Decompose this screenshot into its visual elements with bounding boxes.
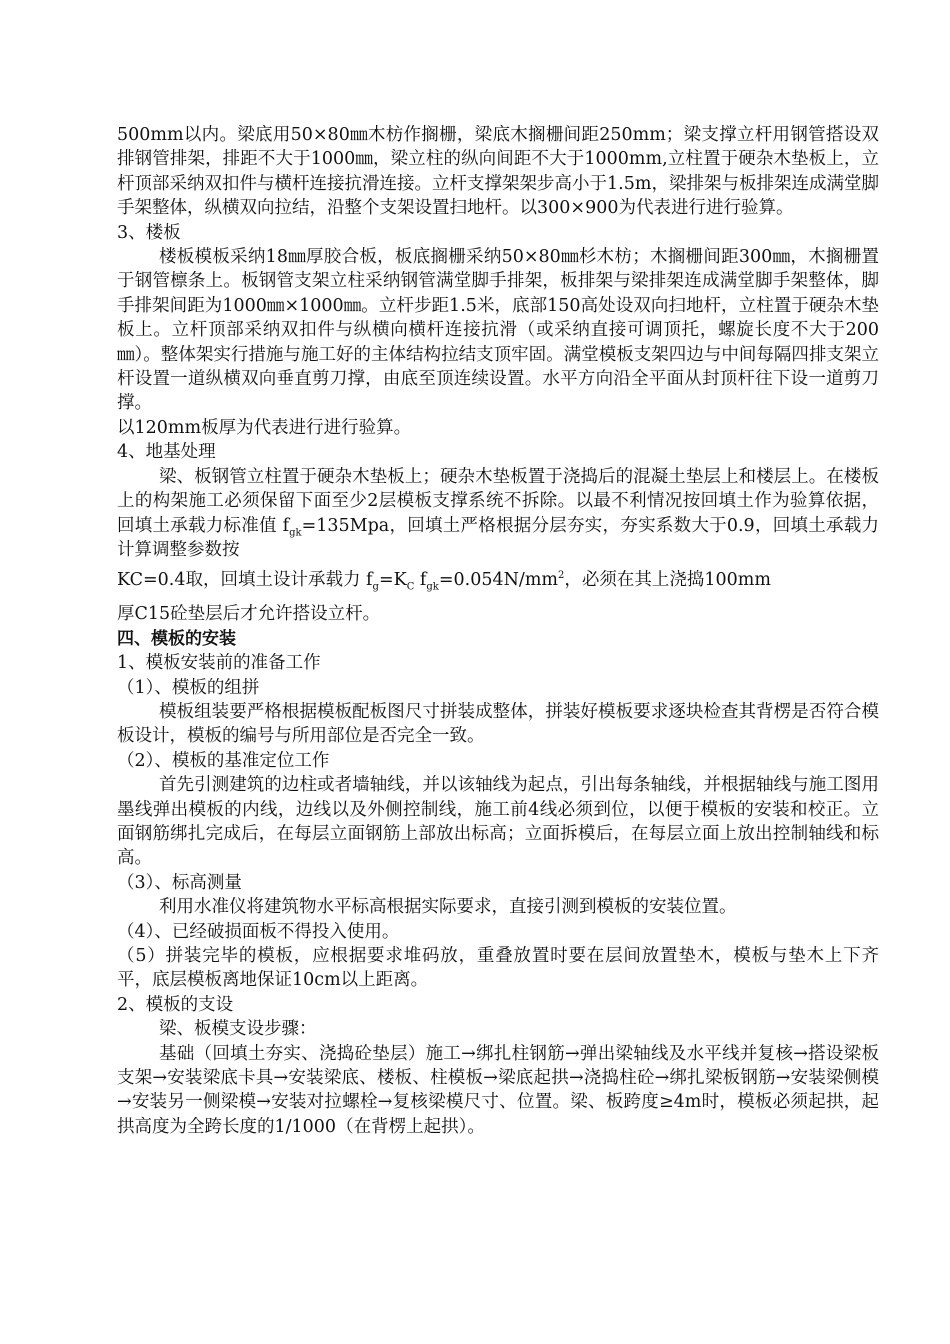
- paragraph-support-steps: 基础（回填土夯实、浇捣砼垫层）施工→绑扎柱钢筋→弹出梁轴线及水平线并复核→搭设梁板支架→安装梁底卡具→安装梁底、楼板、柱模板→梁底起拱→浇捣柱砼→绑扎梁板钢筋→安装梁侧模→安装另一侧梁模→安装对拉螺栓→复核梁模尺寸、位置。梁、板跨度≥4m时，模板必须起拱，起拱高度为全跨长度的1/1000（在背楞上起拱）。: [117, 1043, 879, 1137]
- subscript-gk: gk: [289, 527, 302, 538]
- heading-formwork-support: 2、模板的支设: [117, 994, 234, 1015]
- heading-floor-slab: 3、楼板: [117, 222, 181, 243]
- subscript-gk-2: gk: [426, 581, 439, 593]
- foundation-text-tail: =135Mpa，回填土严格根据分层夯实，夯实系数大于0.9，回填土承载力计算调整参数按: [117, 515, 879, 560]
- section-heading-formwork-install: 四、模板的安装: [117, 628, 236, 649]
- paragraph-damaged-panels: （4）、已经破损面板不得投入使用。: [117, 921, 400, 942]
- heading-preparation: 1、模板安装前的准备工作: [117, 653, 321, 674]
- paragraph-c15-cushion: 厚C15砼垫层后才允许搭设立杆。: [117, 604, 381, 625]
- subscript-c: C: [406, 581, 415, 593]
- bearing-text-e: ，必须在其上浇捣100mm: [564, 570, 771, 591]
- subscript-g: g: [372, 581, 379, 593]
- paragraph-bearing-capacity: [117, 558, 879, 602]
- subheading-assembly: （1）、模板的组拼: [117, 677, 260, 698]
- heading-foundation: 4、地基处理: [117, 442, 216, 463]
- bearing-text-c: f: [414, 570, 427, 591]
- paragraph-support-steps-title: 梁、板模支设步骤：: [159, 1019, 317, 1040]
- paragraph-floor-slab: 楼板模板采纳18㎜厚胶合板，板底搁栅采纳50×80㎜杉木枋；木搁栅间距300㎜，木搁栅置于钢管檩条上。板钢管支架立柱采纳钢管满堂脚手排架，板排架与梁排架连成满堂脚手架整体，脚手排架间距为1000㎜×1000㎜。立杆步距1.5米，底部150高处设双向扫地杆，立柱置于硬杂木垫板上。立杆顶部采纳双扣件与纵横向横杆连接抗滑（或采纳直接可调顶托，螺旋长度不大于200㎜）。整体架实行措施与施工好的主体结构拉结支顶牢固。满堂模板支架四边与中间每隔四排支架立杆设置一道纵横双向垂直剪刀撑，由底至顶连续设置。水平方向沿全平面从封顶杆往下设一道剪刀撑。: [117, 247, 879, 414]
- bearing-text-d: =0.054N/mm: [438, 570, 559, 591]
- superscript-2: 2: [558, 570, 565, 582]
- paragraph-positioning: 首先引测建筑的边柱或者墙轴线，并以该轴线为起点，引出每条轴线，并根据轴线与施工图用墨线弹出模板的内线，边线以及外侧控制线，施工前4线必须到位，以便于模板的安装和校正。立面钢筋绑扎完成后，在每层立面钢筋上部放出标高；立面拆模后，在每层立面上放出控制轴线和标高。: [117, 775, 879, 869]
- paragraph-stacking: （5）拼装完毕的模板，应根据要求堆码放，重叠放置时要在层间放置垫木，模板与垫木上下齐平，底层模板离地保证10cm以上距离。: [117, 946, 879, 991]
- paragraph-beam-support: 500mm以内。梁底用50×80㎜木枋作搁栅，梁底木搁栅间距250mm；梁支撑立杆用钢管搭设双排钢管排架，排距不大于1000㎜，梁立柱的纵向间距不大于1000mm,立柱置于硬杂木垫板上，立杆顶部采纳双扣件与横杆连接抗滑连接。立杆支撑架架步高小于1.5m，梁排架与板排架连成满堂脚手架整体，纵横双向拉结，沿整个支架设置扫地杆。以300×900为代表进行进行验算。: [117, 125, 879, 219]
- paragraph-assembly: 模板组装要严格根据模板配板图尺寸拼装成整体，拼装好模板要求逐块检查其背楞是否符合模板设计，模板的编号与所用部位是否完全一致。: [117, 701, 879, 747]
- subheading-elevation: （3）、标高测量: [117, 872, 242, 893]
- paragraph-slab-check: 以120mm板厚为代表进行进行验算。: [117, 417, 412, 438]
- bearing-text-b: =K: [378, 570, 407, 591]
- foundation-text: 梁、板钢管立柱置于硬杂木垫板上；硬杂木垫板置于浇捣后的混凝土垫层上和楼层上。在楼板上的构架施工必须保留下面至少2层模板支撑系统不拆除。以最不利情况按回填土作为验算依据，回填土承载力标准值 f: [117, 466, 879, 536]
- subheading-positioning: （2）、模板的基准定位工作: [117, 750, 330, 771]
- paragraph-foundation: [117, 465, 879, 563]
- bearing-text-a: KC=0.4取，回填土设计承载力 f: [117, 570, 373, 591]
- paragraph-elevation: 利用水准仪将建筑物水平标高根据实际要求，直接引测到模板的安装位置。: [159, 897, 737, 918]
- document-page: [117, 123, 879, 1139]
